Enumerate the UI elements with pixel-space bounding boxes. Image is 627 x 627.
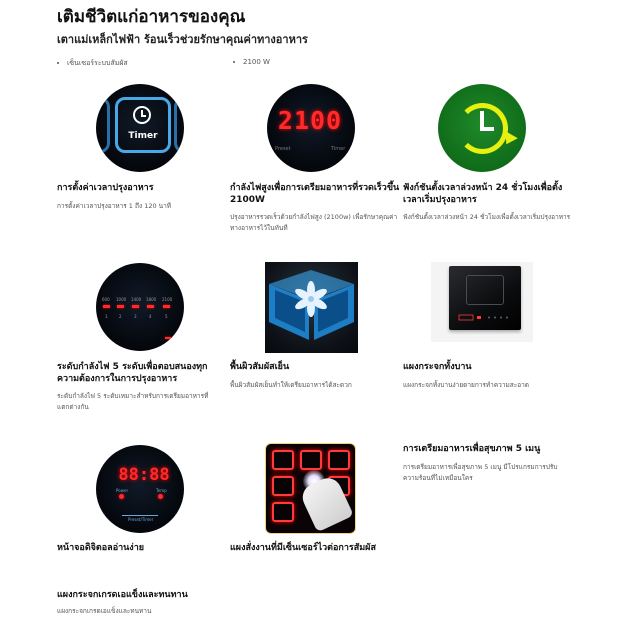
indicator-dot [119,494,124,499]
level-number: 3 [134,314,137,319]
feature-desc-glass: แผงกระจกทั้งบานง่ายดายการทำความสะอาด [403,381,530,389]
feature-desc-cool: พื้นผิวสัมผัสเย็นทำให้เตรียมอาหารได้สะดวก [230,381,352,389]
feature-desc-levels: ระดับกำลังไฟ 5 ระดับเหมาะสำหรับการเตรียมอาหารที่แตกต่างกัน [57,392,209,411]
feature-title-menus: การเตรียมอาหารเพื่อสุขภาพ 5 เมนู [403,444,541,454]
clock-arrow-icon [500,131,518,148]
hob-control-panel [455,312,515,324]
timer-label: Timer [128,131,158,141]
bullet-item: เซ็นเซอร์ระบบสัมผัส [57,58,128,69]
bullet-item: 2100 W [233,58,270,66]
feature-title-levels: ระดับกำลังไฟ 5 ระดับเพื่อตอบสนองทุกความต้องการในการปรุงอาหาร [57,362,208,384]
bullet-dot [57,62,59,64]
touch-icon [265,443,356,534]
digital-display-image [96,445,184,533]
hob-plate [449,266,521,330]
green-clock [438,84,526,172]
feature-desc-power: ปรุงอาหารรวดเร็วด้วยกำลังไฟสูง (2100w) เพื่อรักษาคุณค่าทางอาหารไว้ในทันที [230,213,398,232]
level-bar [117,305,124,308]
feature-title-cool: พื้นผิวสัมผัสเย็น [230,362,290,372]
power-display-image [267,84,355,172]
level-number: 1 [105,314,108,319]
preset-clock-image [438,84,526,172]
indicator-dot [158,494,163,499]
bullet-dot [233,61,235,63]
hob-cooking-zone [466,275,504,305]
level-label: 1400 [131,297,142,302]
feature-title-touch: แผงสั่งงานที่มีเซ็นเซอร์ไวต่อการสัมผัส [230,543,376,553]
timer-panel [96,84,184,172]
indicator-bar [165,337,171,339]
temp-small-label: Temp [156,488,167,493]
fan-graphic [265,262,358,353]
level-bar [163,305,170,308]
touch-key [272,502,294,522]
level-number: 4 [149,314,152,319]
side-key-right [174,97,184,153]
cool-surface-image [265,262,358,353]
level-label: 2100 [162,297,173,302]
level-bar [103,305,110,308]
feature-title-timer: การตั้งค่าเวลาปรุงอาหาร [57,183,154,193]
level-bar [147,305,154,308]
level-number: 5 [165,314,168,319]
digital-display-reading: 88:88 [118,465,170,485]
feature-title-glass-grade: แผงกระจกเกรดเอแข็งและทนทาน [57,590,188,600]
touch-key [272,476,294,496]
touch-key [272,450,294,470]
level-label: 1000 [116,297,127,302]
level-label: 600 [102,297,110,302]
feature-desc-timer: การตั้งค่าเวลาปรุงอาหาร 1 ถึง 120 นาที [57,202,172,210]
touch-key [300,450,322,470]
page-title: เติมชีวิตแก่อาหารของคุณ [57,7,246,27]
feature-title-preset: ฟังก์ชันตั้งเวลาล่วงหน้า 24 ชั่วโมงเพื่อตั้งเวลาเริ่มปรุงอาหาร [403,183,563,205]
feature-desc-glass-grade: แผงกระจกเกรดเอแข็งและทนทาน [57,607,152,615]
feature-title-digital: หน้าจอดิจิตอลอ่านง่าย [57,543,145,553]
power-small-label: Power [116,488,129,493]
clock-icon [133,106,151,124]
touch-key [328,450,350,470]
feature-desc-menus: การเตรียมอาหารเพื่อสุขภาพ 5 เมนู มีโปรแกรมการปรับความร้อนที่ไม่เหมือนใคร [403,463,558,482]
clock-hand-minute [480,127,494,131]
power-levels-image [96,263,184,351]
glass-hob-image [431,262,533,342]
divider-line [122,515,158,516]
level-bar [132,305,139,308]
power-display-reading: 2100 [277,106,343,135]
touch-panel-image [265,443,356,534]
feature-desc-preset: ฟังก์ชันตั้งเวลาล่วงหน้า 24 ชั่วโมงเพื่อตั้งเวลาเริ่มปรุงอาหาร [403,213,571,221]
side-key-left [96,97,110,153]
preset-label: Preset [275,146,291,152]
feature-title-power: กำลังไฟสูงเพื่อการเตรียมอาหารที่รวดเร็วขึ้น 2100W [230,183,400,205]
digital-display-panel [96,445,184,533]
feature-title-glass: แผงกระจกทั้งบาน [403,362,472,372]
timer-image [96,84,184,172]
level-label: 1800 [146,297,157,302]
hob-icon [431,262,533,342]
fan-icon [265,262,358,353]
page-subtitle: เตาแม่เหล็กไฟฟ้า ร้อนเร็วช่วยรักษาคุณค่าทางอาหาร [57,33,308,46]
level-number: 2 [119,314,122,319]
power-display-panel [267,84,355,172]
preset-timer-label: Preset/Timer [128,517,154,522]
power-levels-panel [96,263,184,351]
timer-small-label: Timer [331,146,346,152]
